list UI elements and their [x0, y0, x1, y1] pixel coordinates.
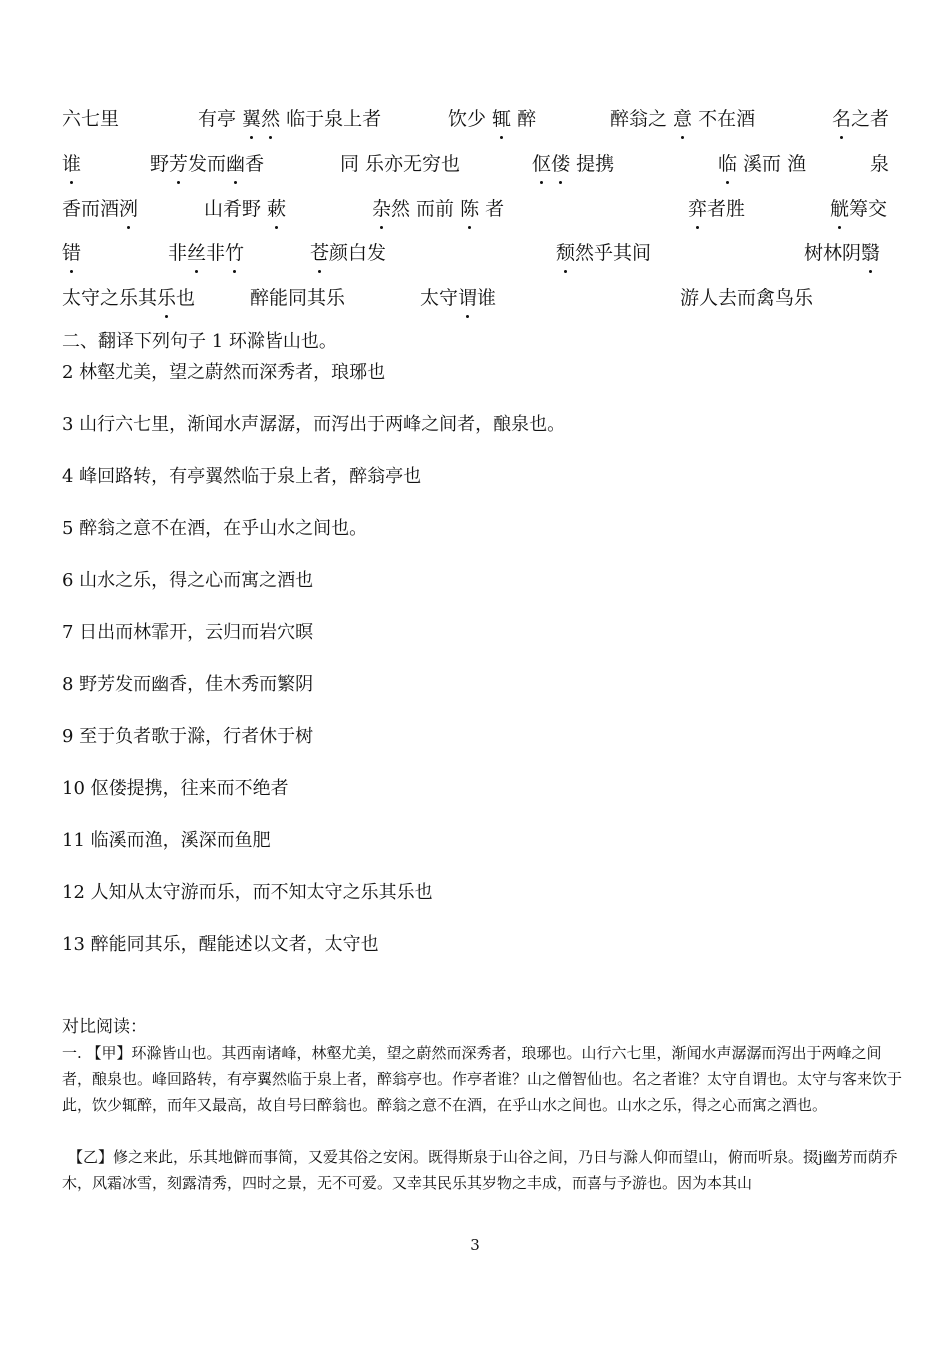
sentence-line: 13 醉能同其乐，醒能述以文者，太守也 [62, 934, 379, 955]
sentence-line: 11 临溪而渔，溪深而鱼肥 [62, 830, 271, 851]
vocab-row [62, 238, 902, 268]
vocab-item: 醉翁之 意 不在酒 [610, 104, 755, 131]
section-heading: 二、翻译下列句子 1 环滁皆山也。 [62, 331, 337, 352]
vocab-row [62, 283, 902, 313]
sentence-line: 10 伛偻提携，往来而不绝者 [62, 778, 289, 799]
page-number: 3 [470, 1236, 480, 1254]
vocab-item: 有亭 翼然 临于泉上者 [198, 104, 381, 131]
vocab-item: 同 乐亦无穷也 [340, 153, 461, 175]
vocab-row [62, 194, 902, 224]
vocab-item: 太守谓谁 [420, 283, 496, 310]
sentence-line: 4 峰回路转，有亭翼然临于泉上者，醉翁亭也 [62, 466, 422, 487]
sentence-line: 12 人知从太守游而乐，而不知太守之乐其乐也 [62, 882, 433, 903]
compare-title: 对比阅读： [62, 1017, 147, 1037]
vocab-item: 泉 [870, 153, 890, 175]
vocab-item: 山肴野 蔌 [204, 194, 286, 221]
vocab-row [62, 149, 902, 179]
vocab-item: 杂然 而前 陈 者 [372, 194, 504, 221]
vocab-item: 醉能同其乐 [250, 287, 346, 309]
vocab-item: 弈者胜 [688, 194, 745, 221]
vocab-item: 太守之乐其乐也 [62, 283, 195, 310]
vocab-item: 饮少 辄 醉 [448, 104, 536, 131]
passage-jia: 一. 【甲】环滁皆山也。其西南诸峰，林壑尤美，望之蔚然而深秀者，琅琊也。山行六七里，渐闻水声潺潺而泻出于两峰之间者，酿泉也。峰回路转，有亭翼然临于泉上者，醉翁亭也。作亭者谁？山之僧智仙也。名之者谁？太守自谓也。太守与客来饮于此，饮少辄醉，而年又最高，故自号曰醉翁也。醉翁之意不在酒，在乎山水之间也。山水之乐，得之心而寓之酒也。 [62, 1044, 903, 1114]
sentence-line: 9 至于负者歌于滁，行者休于树 [62, 726, 314, 747]
vocab-item: 香而酒洌 [62, 194, 138, 221]
vocab-item: 颓然乎其间 [556, 238, 651, 265]
vocab-item: 苍颜白发 [310, 238, 386, 265]
vocab-item: 非丝非竹 [168, 238, 244, 265]
vocab-item: 树林阴翳 [804, 238, 880, 265]
sentence-line: 2 林壑尤美，望之蔚然而深秀者，琅琊也 [62, 362, 386, 383]
vocab-item: 临 溪而 渔 [718, 149, 806, 176]
vocab-item: 野芳发而幽香 [150, 149, 264, 176]
vocab-item: 游人去而禽鸟乐 [680, 287, 814, 309]
vocab-item: 名之者 [832, 104, 889, 131]
sentence-line: 5 醉翁之意不在酒，在乎山水之间也。 [62, 518, 368, 539]
sentence-line: 8 野芳发而幽香，佳木秀而繁阴 [62, 674, 314, 695]
sentence-line: 6 山水之乐，得之心而寓之酒也 [62, 570, 314, 591]
vocab-item: 伛偻 提携 [532, 149, 614, 176]
sentence-line: 3 山行六七里，渐闻水声潺潺，而泻出于两峰之间者，酿泉也。 [62, 414, 566, 435]
vocab-item: 六七里 [62, 108, 120, 130]
vocab-row [62, 104, 902, 134]
sentence-line: 7 日出而林霏开，云归而岩穴暝 [62, 622, 314, 643]
passage-yi: 【乙】修之来此，乐其地僻而事简，又爱其俗之安闲。既得斯泉于山谷之间，乃日与滁人仰而望山，俯而听泉。掇j幽芳而荫乔木，风霜冰雪，刻露清秀，四时之景，无不可爱。又幸其民乐其岁物之丰成，而喜与予游也。因为本其山 [62, 1148, 898, 1192]
vocab-item: 觥筹交 [830, 194, 887, 221]
vocab-item: 谁 [62, 149, 81, 176]
vocab-item: 错 [62, 238, 81, 265]
